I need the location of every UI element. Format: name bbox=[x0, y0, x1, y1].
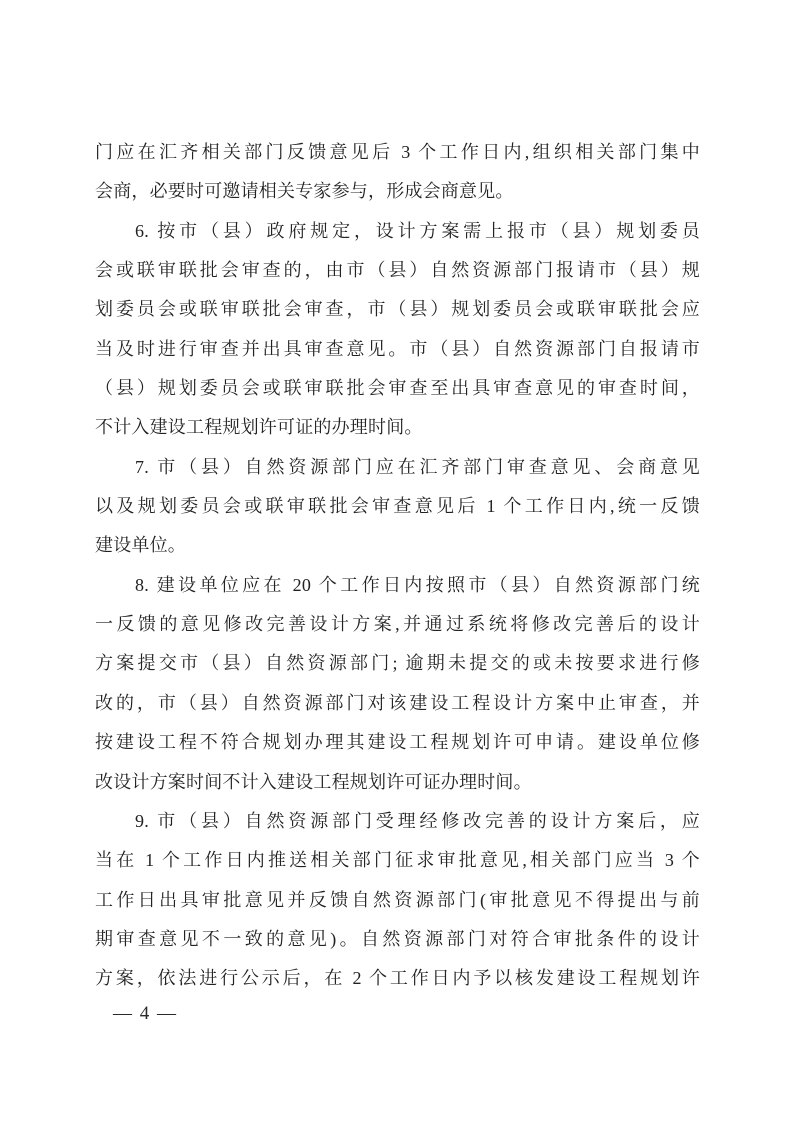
text-line-item-7: 7. 市（县）自然资源部门应在汇齐部门审查意见、会商意见 bbox=[135, 456, 700, 477]
text-line-item-9: 9. 市（县）自然资源部门受理经修改完善的设计方案后，应 bbox=[135, 810, 700, 831]
text-line-item-6: 6. 按市（县）政府规定，设计方案需上报市（县）规划委员 bbox=[135, 220, 700, 241]
text-line: 改设计方案时间不计入建设工程规划许可证办理时间。 bbox=[95, 771, 532, 792]
text-line: 当在 1 个工作日内推送相关部门征求审批意见,相关部门应当 3 个 bbox=[95, 850, 700, 871]
text-line: 建设单位。 bbox=[95, 535, 186, 556]
text-line: 不计入建设工程规划许可证的办理时间。 bbox=[95, 417, 423, 438]
text-line: 划委员会或联审联批会审查，市（县）规划委员会或联审联批会应 bbox=[95, 299, 700, 320]
page-number: — 4 — bbox=[113, 1003, 178, 1024]
text-line: 方案提交市（县）自然资源部门; 逾期未提交的或未按要求进行修 bbox=[95, 653, 700, 674]
text-line: 以及规划委员会或联审联批会审查意见后 1 个工作日内,统一反馈 bbox=[95, 496, 700, 517]
text-line: 当及时进行审查并出具审查意见。市（县）自然资源部门自报请市 bbox=[95, 338, 700, 359]
text-line: 按建设工程不符合规划办理其建设工程规划许可申请。建设单位修 bbox=[95, 732, 700, 753]
document-body bbox=[95, 133, 700, 999]
text-line: 门应在汇齐相关部门反馈意见后 3 个工作日内,组织相关部门集中 bbox=[95, 142, 700, 162]
text-line: （县）规划委员会或联审联批会审查至出具审查意见的审查时间， bbox=[95, 378, 700, 399]
text-line: 改的，市（县）自然资源部门对该建设工程设计方案中止审查，并 bbox=[95, 692, 700, 713]
text-line: 会商，必要时可邀请相关专家参与，形成会商意见。 bbox=[95, 181, 514, 202]
text-line: 一反馈的意见修改完善设计方案,并通过系统将修改完善后的设计 bbox=[95, 614, 700, 635]
text-line: 期审查意见不一致的意见)。自然资源部门对符合审批条件的设计 bbox=[95, 928, 700, 949]
text-line-item-8: 8. 建设单位应在 20 个工作日内按照市（县）自然资源部门统 bbox=[135, 574, 700, 595]
text-line: 工作日出具审批意见并反馈自然资源部门(审批意见不得提出与前 bbox=[95, 889, 700, 910]
text-line: 会或联审联批会审查的，由市（县）自然资源部门报请市（县）规 bbox=[95, 260, 700, 281]
text-line: 方案，依法进行公示后，在 2 个工作日内予以核发建设工程规划许 bbox=[95, 968, 700, 989]
